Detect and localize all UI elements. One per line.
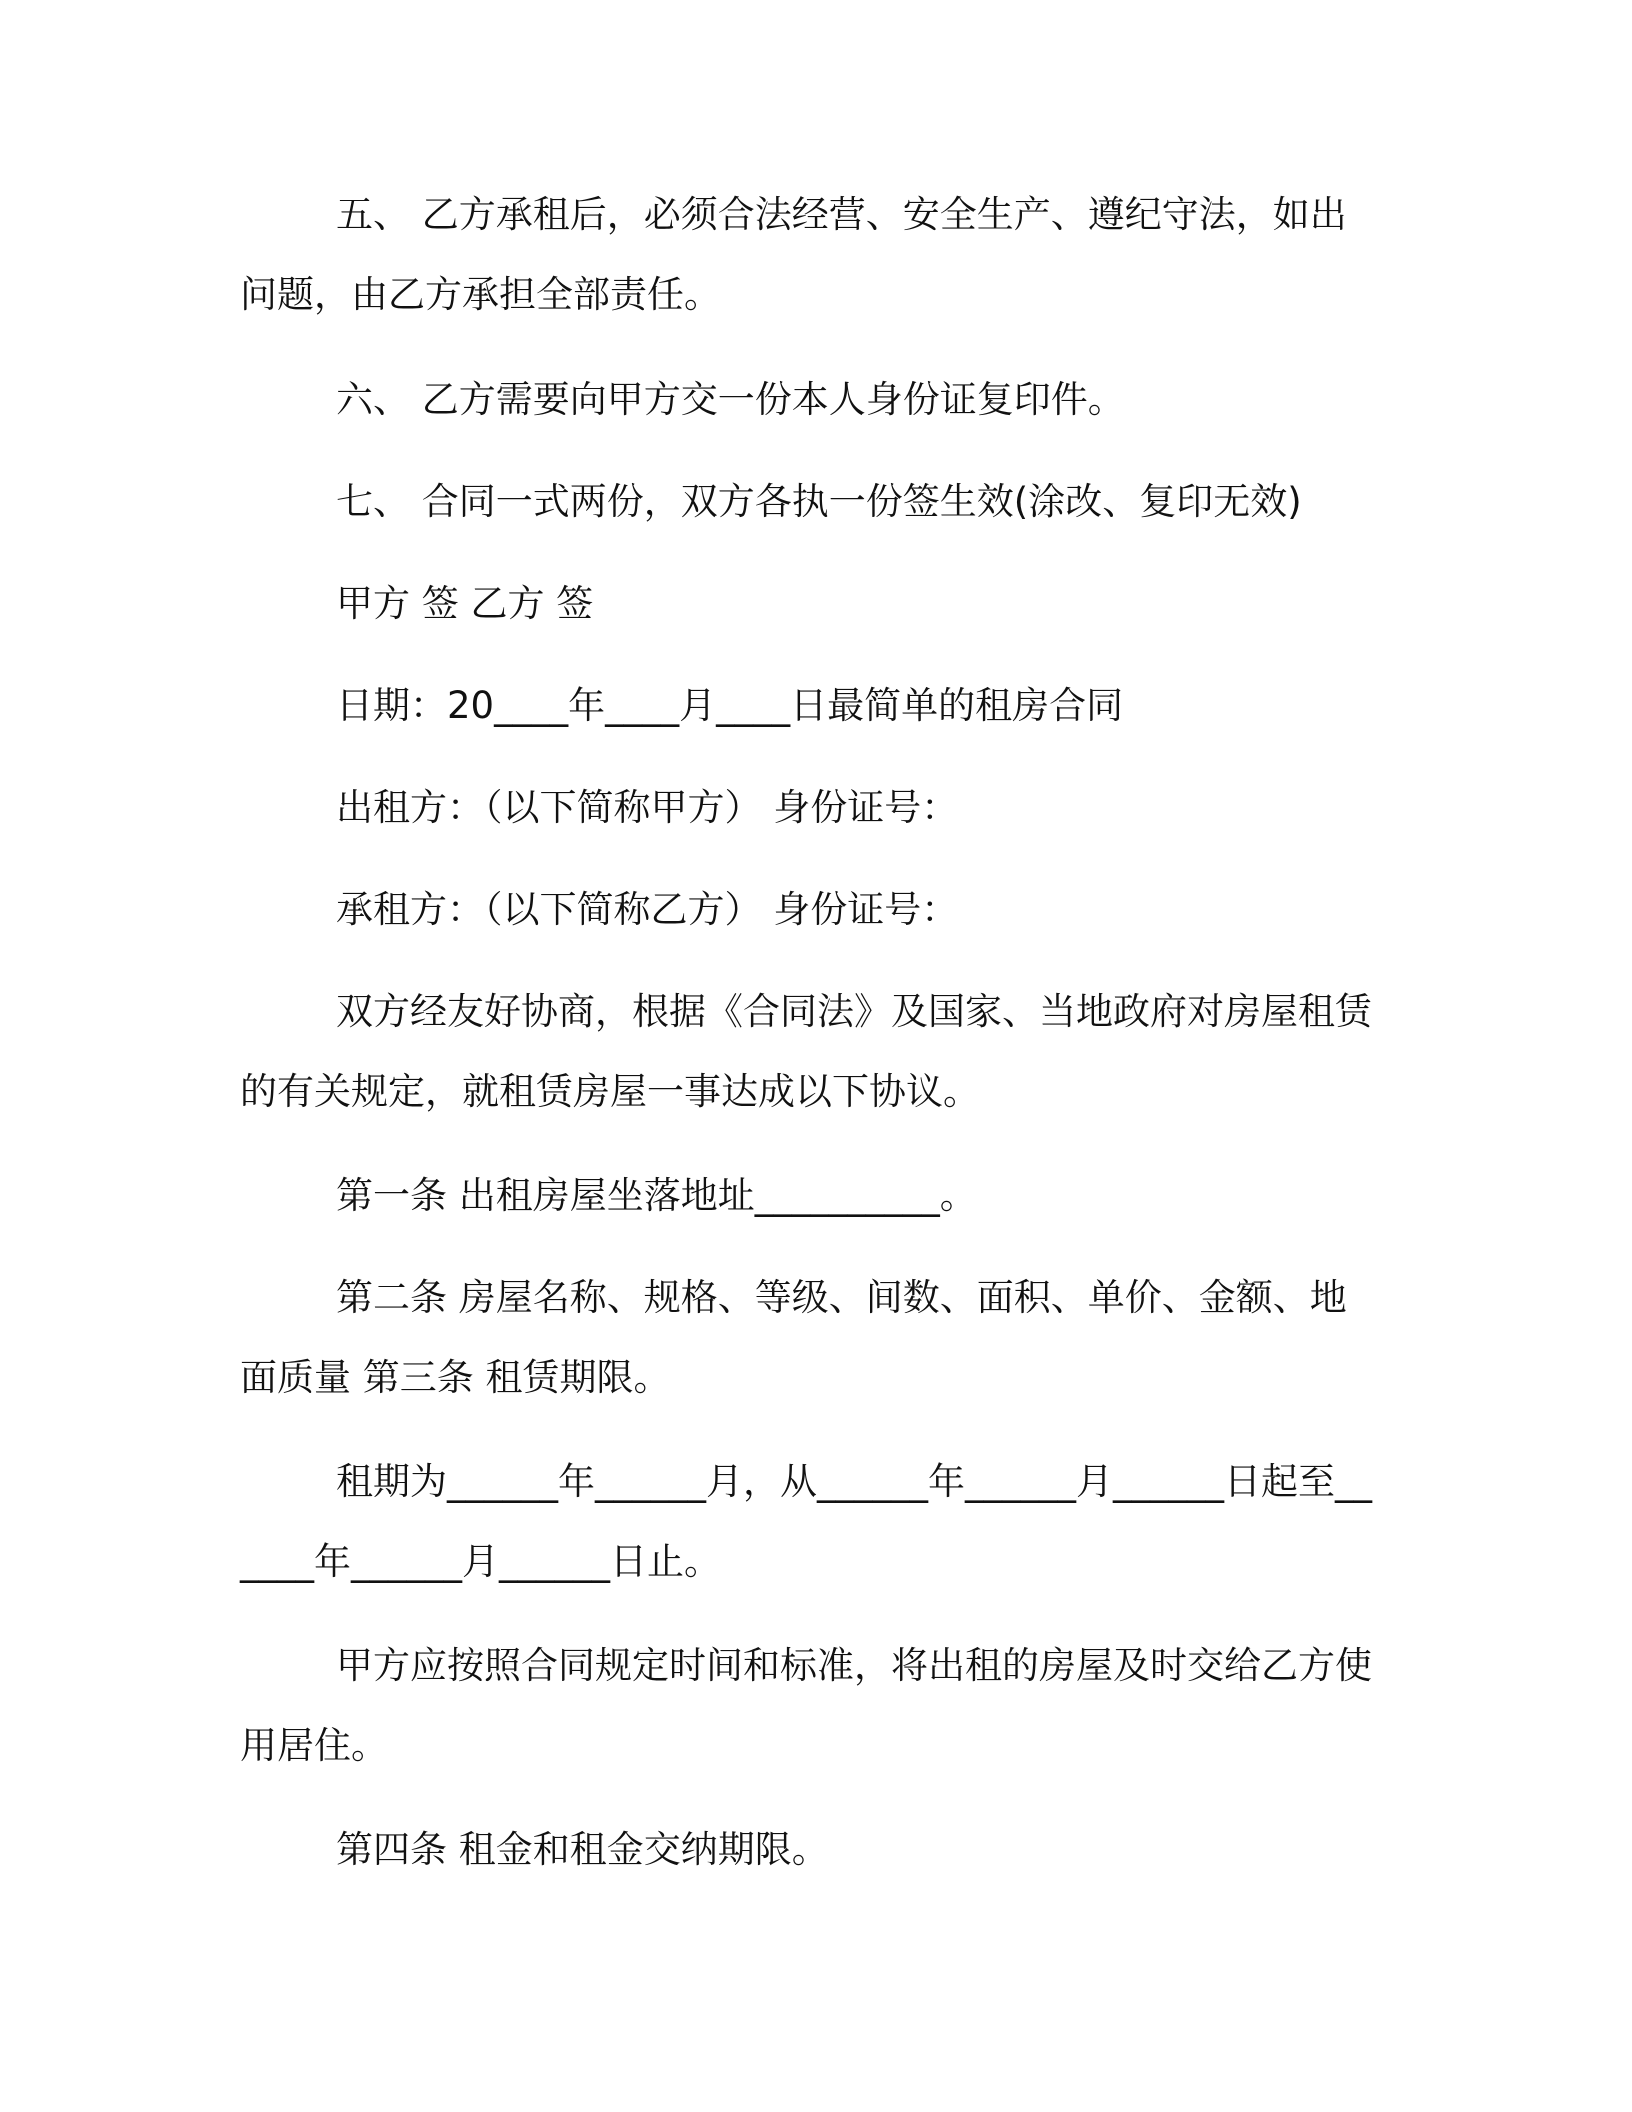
clause-five: 五、 乙方承租后，必须合法经营、安全生产、遵纪守法，如出问题，由乙方承担全部责任。 [240, 193, 1347, 316]
article-four: 第四条 租金和租金交纳期限。 [336, 1828, 829, 1871]
agreement-intro: 双方经友好协商，根据《合同法》及国家、当地政府对房屋租赁的有关规定，就租赁房屋一事达成以下协议。 [240, 990, 1372, 1113]
clause-six: 六、 乙方需要向甲方交一份本人身份证复印件。 [336, 378, 1125, 421]
lease-term: 租期为______年______月，从______年______月______日起至______年______月______日止。 [240, 1460, 1372, 1583]
lessor-line: 出租方：（以下简称甲方） 身份证号： [336, 786, 959, 829]
article-two-three: 第二条 房屋名称、规格、等级、间数、面积、单价、金额、地面质量 第三条 租赁期限。 [240, 1276, 1347, 1399]
signature-line: 甲方 签 乙方 签 [336, 582, 594, 625]
date-line: 日期：20____年____月____日最简单的租房合同 [336, 684, 1124, 727]
lessee-line: 承租方：（以下简称乙方） 身份证号： [336, 888, 959, 931]
delivery-clause: 甲方应按照合同规定时间和标准，将出租的房屋及时交给乙方使用居住。 [240, 1644, 1372, 1767]
clause-seven: 七、 合同一式两份，双方各执一份签生效(涂改、复印无效) [336, 480, 1302, 523]
article-one: 第一条 出租房屋坐落地址__________。 [336, 1174, 977, 1217]
